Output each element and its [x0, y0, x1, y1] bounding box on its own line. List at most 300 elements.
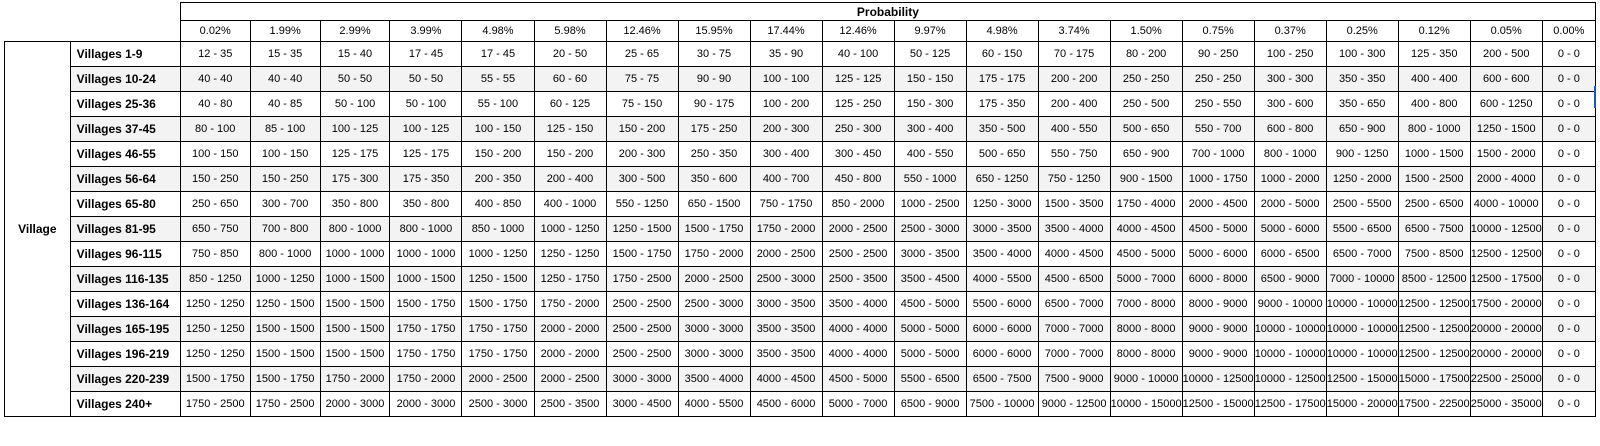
value-cell: 4500 - 6000: [750, 392, 822, 417]
value-cell: 60 - 125: [534, 92, 606, 117]
value-cell: 4500 - 5000: [822, 367, 894, 392]
table-row: [5, 142, 1596, 167]
value-cell: 1500 - 1750: [390, 292, 462, 317]
value-cell: 9000 - 9000: [1182, 317, 1254, 342]
value-cell: 750 - 1250: [1038, 167, 1110, 192]
table-row: [5, 67, 1596, 92]
value-cell: 5000 - 6000: [1254, 217, 1326, 242]
value-cell: 15000 - 20000: [1326, 392, 1398, 417]
value-cell: 7500 - 8500: [1398, 242, 1470, 267]
probability-col-header: 3.74%: [1038, 21, 1110, 42]
value-cell: 0 - 0: [1542, 242, 1595, 267]
value-cell: 60 - 60: [534, 67, 606, 92]
row-label: Villages 220-239: [70, 367, 180, 392]
probability-col-header: 9.97%: [894, 21, 966, 42]
value-cell: 100 - 250: [1254, 42, 1326, 67]
value-cell: 700 - 1000: [1182, 142, 1254, 167]
value-cell: 1500 - 1500: [320, 317, 390, 342]
row-label: Villages 1-9: [70, 42, 180, 67]
value-cell: 55 - 100: [462, 92, 534, 117]
value-cell: 850 - 1250: [180, 267, 250, 292]
value-cell: 1500 - 1500: [250, 342, 320, 367]
value-cell: 2500 - 3500: [822, 267, 894, 292]
value-cell: 10000 - 10000: [1326, 292, 1398, 317]
probability-col-header: 0.25%: [1326, 21, 1398, 42]
value-cell: 1000 - 1500: [1398, 142, 1470, 167]
value-cell: 1750 - 4000: [1110, 192, 1182, 217]
probability-col-header: 1.99%: [250, 21, 320, 42]
value-cell: 55 - 55: [462, 67, 534, 92]
value-cell: 550 - 750: [1038, 142, 1110, 167]
value-cell: 20000 - 20000: [1470, 317, 1542, 342]
value-cell: 1250 - 1500: [606, 217, 678, 242]
value-cell: 125 - 350: [1398, 42, 1470, 67]
value-cell: 750 - 850: [180, 242, 250, 267]
value-cell: 1750 - 1750: [462, 342, 534, 367]
value-cell: 50 - 50: [390, 67, 462, 92]
value-cell: 12500 - 17500: [1470, 267, 1542, 292]
value-cell: 400 - 550: [1038, 117, 1110, 142]
value-cell: 6500 - 9000: [1254, 267, 1326, 292]
value-cell: 5000 - 5000: [894, 342, 966, 367]
value-cell: 12500 - 15000: [1182, 392, 1254, 417]
value-cell: 1500 - 3500: [1038, 192, 1110, 217]
value-cell: 10000 - 10000: [1326, 342, 1398, 367]
value-cell: 1500 - 1750: [250, 367, 320, 392]
value-cell: 100 - 100: [750, 67, 822, 92]
row-label: Villages 37-45: [70, 117, 180, 142]
row-label: Villages 116-135: [70, 267, 180, 292]
value-cell: 0 - 0: [1542, 142, 1595, 167]
value-cell: 12500 - 17500: [1254, 392, 1326, 417]
table-row: [5, 292, 1596, 317]
value-cell: 550 - 1250: [606, 192, 678, 217]
value-cell: 5500 - 6500: [1326, 217, 1398, 242]
value-cell: 3500 - 4000: [822, 292, 894, 317]
value-cell: 90 - 250: [1182, 42, 1254, 67]
probability-col-header: 12.46%: [822, 21, 894, 42]
value-cell: 1000 - 2500: [894, 192, 966, 217]
value-cell: 1000 - 1000: [320, 242, 390, 267]
value-cell: 7000 - 7000: [1038, 317, 1110, 342]
value-cell: 800 - 1000: [1398, 117, 1470, 142]
value-cell: 1000 - 1750: [1182, 167, 1254, 192]
row-label: Villages 136-164: [70, 292, 180, 317]
value-cell: 40 - 80: [180, 92, 250, 117]
value-cell: 600 - 600: [1470, 67, 1542, 92]
value-cell: 2500 - 2500: [606, 342, 678, 367]
value-cell: 1250 - 1500: [250, 292, 320, 317]
value-cell: 500 - 650: [1110, 117, 1182, 142]
value-cell: 2000 - 3000: [390, 392, 462, 417]
value-cell: 850 - 1000: [462, 217, 534, 242]
value-cell: 1500 - 1500: [250, 317, 320, 342]
value-cell: 2500 - 3000: [894, 217, 966, 242]
value-cell: 2000 - 2000: [534, 317, 606, 342]
value-cell: 2000 - 3000: [320, 392, 390, 417]
value-cell: 1500 - 2500: [1398, 167, 1470, 192]
value-cell: 200 - 200: [1038, 67, 1110, 92]
value-cell: 175 - 350: [390, 167, 462, 192]
value-cell: 100 - 200: [750, 92, 822, 117]
value-cell: 150 - 150: [894, 67, 966, 92]
value-cell: 1500 - 1500: [320, 292, 390, 317]
value-cell: 75 - 150: [606, 92, 678, 117]
value-cell: 3500 - 3500: [750, 317, 822, 342]
value-cell: 1750 - 2500: [606, 267, 678, 292]
value-cell: 3500 - 4000: [678, 367, 750, 392]
value-cell: 3000 - 3000: [678, 317, 750, 342]
value-cell: 2000 - 2500: [678, 267, 750, 292]
value-cell: 3500 - 4500: [894, 267, 966, 292]
value-cell: 1000 - 1500: [320, 267, 390, 292]
value-cell: 80 - 100: [180, 117, 250, 142]
table-row: [5, 367, 1596, 392]
value-cell: 1250 - 1250: [180, 317, 250, 342]
value-cell: 5000 - 6000: [1182, 242, 1254, 267]
value-cell: 8000 - 9000: [1182, 292, 1254, 317]
value-cell: 0 - 0: [1542, 317, 1595, 342]
value-cell: 0 - 0: [1542, 117, 1595, 142]
value-cell: 25 - 65: [606, 42, 678, 67]
value-cell: 100 - 150: [462, 117, 534, 142]
probability-col-header: 4.98%: [966, 21, 1038, 42]
value-cell: 1500 - 1750: [678, 217, 750, 242]
row-label: Villages 46-55: [70, 142, 180, 167]
value-cell: 10000 - 12500: [1254, 367, 1326, 392]
value-cell: 6000 - 6000: [966, 342, 1038, 367]
value-cell: 1000 - 2000: [1254, 167, 1326, 192]
value-cell: 100 - 300: [1326, 42, 1398, 67]
value-cell: 22500 - 25000: [1470, 367, 1542, 392]
probability-values-row: [5, 21, 1596, 42]
value-cell: 1250 - 1750: [534, 267, 606, 292]
value-cell: 1500 - 2000: [1470, 142, 1542, 167]
table-row: [5, 317, 1596, 342]
value-cell: 175 - 300: [320, 167, 390, 192]
value-cell: 12500 - 12500: [1398, 342, 1470, 367]
value-cell: 20 - 50: [534, 42, 606, 67]
value-cell: 0 - 0: [1542, 92, 1595, 117]
value-cell: 1250 - 1500: [1470, 117, 1542, 142]
value-cell: 40 - 40: [180, 67, 250, 92]
value-cell: 4000 - 5500: [966, 267, 1038, 292]
value-cell: 1750 - 2500: [250, 392, 320, 417]
value-cell: 2000 - 2000: [534, 342, 606, 367]
value-cell: 2000 - 2500: [462, 367, 534, 392]
probability-col-header: 0.75%: [1182, 21, 1254, 42]
value-cell: 8000 - 8000: [1110, 342, 1182, 367]
value-cell: 150 - 250: [250, 167, 320, 192]
probability-col-header: 2.99%: [320, 21, 390, 42]
value-cell: 300 - 300: [1254, 67, 1326, 92]
value-cell: 2500 - 2500: [606, 317, 678, 342]
value-cell: 70 - 175: [1038, 42, 1110, 67]
value-cell: 2000 - 4000: [1470, 167, 1542, 192]
value-cell: 2000 - 2500: [750, 242, 822, 267]
value-cell: 0 - 0: [1542, 367, 1595, 392]
value-cell: 6500 - 7500: [1398, 217, 1470, 242]
value-cell: 9000 - 12500: [1038, 392, 1110, 417]
value-cell: 5000 - 5000: [894, 317, 966, 342]
value-cell: 8000 - 8000: [1110, 317, 1182, 342]
value-cell: 9000 - 10000: [1254, 292, 1326, 317]
value-cell: 5000 - 7000: [822, 392, 894, 417]
value-cell: 650 - 1250: [966, 167, 1038, 192]
value-cell: 1750 - 2000: [678, 242, 750, 267]
value-cell: 200 - 300: [750, 117, 822, 142]
value-cell: 500 - 650: [966, 142, 1038, 167]
value-cell: 85 - 100: [250, 117, 320, 142]
value-cell: 550 - 1000: [894, 167, 966, 192]
value-cell: 250 - 250: [1110, 67, 1182, 92]
value-cell: 1750 - 2500: [180, 392, 250, 417]
value-cell: 100 - 125: [320, 117, 390, 142]
table-row: [5, 392, 1596, 417]
value-cell: 300 - 400: [750, 142, 822, 167]
value-cell: 10000 - 10000: [1254, 317, 1326, 342]
value-cell: 12 - 35: [180, 42, 250, 67]
value-cell: 400 - 400: [1398, 67, 1470, 92]
value-cell: 7000 - 8000: [1110, 292, 1182, 317]
value-cell: 17 - 45: [462, 42, 534, 67]
table-row: [5, 117, 1596, 142]
value-cell: 2000 - 4500: [1182, 192, 1254, 217]
value-cell: 125 - 150: [534, 117, 606, 142]
value-cell: 12500 - 15000: [1326, 367, 1398, 392]
value-cell: 1750 - 2000: [750, 217, 822, 242]
village-group-label: Village: [5, 42, 71, 417]
value-cell: 250 - 650: [180, 192, 250, 217]
value-cell: 1250 - 1500: [462, 267, 534, 292]
row-label: Villages 10-24: [70, 67, 180, 92]
value-cell: 3000 - 3000: [678, 342, 750, 367]
value-cell: 150 - 200: [462, 142, 534, 167]
value-cell: 0 - 0: [1542, 192, 1595, 217]
value-cell: 3000 - 4500: [606, 392, 678, 417]
value-cell: 175 - 250: [678, 117, 750, 142]
value-cell: 2500 - 2500: [606, 292, 678, 317]
value-cell: 1500 - 1500: [320, 342, 390, 367]
value-cell: 125 - 175: [390, 142, 462, 167]
value-cell: 850 - 2000: [822, 192, 894, 217]
value-cell: 2500 - 5500: [1326, 192, 1398, 217]
value-cell: 10000 - 10000: [1326, 317, 1398, 342]
value-cell: 8500 - 12500: [1398, 267, 1470, 292]
probability-header: Probability: [180, 3, 1595, 21]
value-cell: 650 - 1500: [678, 192, 750, 217]
value-cell: 400 - 800: [1398, 92, 1470, 117]
probability-col-header: 17.44%: [750, 21, 822, 42]
probability-col-header: 1.50%: [1110, 21, 1182, 42]
value-cell: 1250 - 1250: [180, 342, 250, 367]
value-cell: 0 - 0: [1542, 217, 1595, 242]
value-cell: 1000 - 1250: [462, 242, 534, 267]
value-cell: 50 - 100: [320, 92, 390, 117]
value-cell: 2000 - 5000: [1254, 192, 1326, 217]
value-cell: 250 - 550: [1182, 92, 1254, 117]
value-cell: 4500 - 5000: [1182, 217, 1254, 242]
value-cell: 800 - 1000: [390, 217, 462, 242]
value-cell: 50 - 100: [390, 92, 462, 117]
value-cell: 250 - 250: [1182, 67, 1254, 92]
probability-col-header: 4.98%: [462, 21, 534, 42]
value-cell: 250 - 500: [1110, 92, 1182, 117]
probability-col-header: 3.99%: [390, 21, 462, 42]
value-cell: 300 - 600: [1254, 92, 1326, 117]
row-label: Villages 196-219: [70, 342, 180, 367]
value-cell: 12500 - 12500: [1470, 242, 1542, 267]
value-cell: 300 - 400: [894, 117, 966, 142]
value-cell: 10000 - 10000: [1254, 342, 1326, 367]
value-cell: 650 - 750: [180, 217, 250, 242]
value-cell: 200 - 400: [1038, 92, 1110, 117]
value-cell: 750 - 1750: [750, 192, 822, 217]
value-cell: 15 - 35: [250, 42, 320, 67]
value-cell: 75 - 75: [606, 67, 678, 92]
value-cell: 1000 - 1500: [390, 267, 462, 292]
value-cell: 100 - 150: [180, 142, 250, 167]
value-cell: 12500 - 12500: [1398, 292, 1470, 317]
value-cell: 700 - 800: [250, 217, 320, 242]
value-cell: 900 - 1250: [1326, 142, 1398, 167]
value-cell: 1250 - 3000: [966, 192, 1038, 217]
row-label: Villages 25-36: [70, 92, 180, 117]
value-cell: 35 - 90: [750, 42, 822, 67]
value-cell: 350 - 600: [678, 167, 750, 192]
value-cell: 1750 - 2000: [534, 292, 606, 317]
value-cell: 650 - 900: [1326, 117, 1398, 142]
value-cell: 7000 - 10000: [1326, 267, 1398, 292]
value-cell: 6000 - 8000: [1182, 267, 1254, 292]
value-cell: 6000 - 6000: [966, 317, 1038, 342]
probability-col-header: 15.95%: [678, 21, 750, 42]
value-cell: 6500 - 9000: [894, 392, 966, 417]
probability-col-header: 0.05%: [1470, 21, 1542, 42]
value-cell: 175 - 175: [966, 67, 1038, 92]
value-cell: 0 - 0: [1542, 67, 1595, 92]
value-cell: 40 - 85: [250, 92, 320, 117]
value-cell: 550 - 700: [1182, 117, 1254, 142]
value-cell: 125 - 125: [822, 67, 894, 92]
value-cell: 4000 - 4500: [1110, 217, 1182, 242]
value-cell: 1750 - 1750: [390, 342, 462, 367]
value-cell: 450 - 800: [822, 167, 894, 192]
probability-table: [4, 2, 1596, 417]
value-cell: 10000 - 12500: [1182, 367, 1254, 392]
value-cell: 800 - 1000: [1254, 142, 1326, 167]
value-cell: 1500 - 1750: [462, 292, 534, 317]
value-cell: 4500 - 5000: [894, 292, 966, 317]
value-cell: 60 - 150: [966, 42, 1038, 67]
value-cell: 1500 - 1750: [180, 367, 250, 392]
value-cell: 350 - 350: [1326, 67, 1398, 92]
value-cell: 100 - 125: [390, 117, 462, 142]
table-row: [5, 192, 1596, 217]
value-cell: 600 - 800: [1254, 117, 1326, 142]
value-cell: 0 - 0: [1542, 392, 1595, 417]
value-cell: 150 - 300: [894, 92, 966, 117]
value-cell: 3000 - 3500: [894, 242, 966, 267]
value-cell: 125 - 175: [320, 142, 390, 167]
row-label: Villages 56-64: [70, 167, 180, 192]
value-cell: 5500 - 6500: [894, 367, 966, 392]
value-cell: 200 - 400: [534, 167, 606, 192]
cell-cursor-marker: [1594, 86, 1596, 108]
value-cell: 0 - 0: [1542, 342, 1595, 367]
value-cell: 3000 - 3500: [966, 217, 1038, 242]
value-cell: 125 - 250: [822, 92, 894, 117]
value-cell: 40 - 100: [822, 42, 894, 67]
value-cell: 3500 - 4000: [966, 242, 1038, 267]
value-cell: 100 - 150: [250, 142, 320, 167]
value-cell: 2500 - 3500: [534, 392, 606, 417]
value-cell: 800 - 1000: [250, 242, 320, 267]
value-cell: 300 - 500: [606, 167, 678, 192]
table-row: [5, 167, 1596, 192]
value-cell: 600 - 1250: [1470, 92, 1542, 117]
value-cell: 350 - 500: [966, 117, 1038, 142]
value-cell: 25000 - 35000: [1470, 392, 1542, 417]
value-cell: 5500 - 6000: [966, 292, 1038, 317]
value-cell: 4500 - 5000: [1110, 242, 1182, 267]
value-cell: 2000 - 2500: [822, 217, 894, 242]
value-cell: 4000 - 5500: [678, 392, 750, 417]
value-cell: 400 - 550: [894, 142, 966, 167]
table-row: [5, 242, 1596, 267]
value-cell: 1750 - 2000: [390, 367, 462, 392]
value-cell: 2500 - 3000: [462, 392, 534, 417]
value-cell: 90 - 90: [678, 67, 750, 92]
value-cell: 7500 - 9000: [1038, 367, 1110, 392]
value-cell: 400 - 700: [750, 167, 822, 192]
value-cell: 800 - 1000: [320, 217, 390, 242]
probability-col-header: 0.37%: [1254, 21, 1326, 42]
corner-blank-cell: [5, 3, 181, 42]
value-cell: 7500 - 10000: [966, 392, 1038, 417]
value-cell: 20000 - 20000: [1470, 342, 1542, 367]
value-cell: 150 - 200: [606, 117, 678, 142]
value-cell: 17500 - 22500: [1398, 392, 1470, 417]
value-cell: 6500 - 7000: [1326, 242, 1398, 267]
value-cell: 1000 - 1250: [534, 217, 606, 242]
value-cell: 2500 - 2500: [822, 242, 894, 267]
value-cell: 5000 - 7000: [1110, 267, 1182, 292]
probability-col-header: 12.46%: [606, 21, 678, 42]
row-label: Villages 240+: [70, 392, 180, 417]
value-cell: 90 - 175: [678, 92, 750, 117]
value-cell: 200 - 300: [606, 142, 678, 167]
value-cell: 2500 - 6500: [1398, 192, 1470, 217]
value-cell: 350 - 800: [390, 192, 462, 217]
value-cell: 150 - 200: [534, 142, 606, 167]
value-cell: 50 - 125: [894, 42, 966, 67]
value-cell: 4000 - 4500: [750, 367, 822, 392]
value-cell: 650 - 900: [1110, 142, 1182, 167]
table-body: [5, 42, 1596, 417]
value-cell: 300 - 700: [250, 192, 320, 217]
row-label: Villages 81-95: [70, 217, 180, 242]
value-cell: 350 - 650: [1326, 92, 1398, 117]
value-cell: 2500 - 3000: [750, 267, 822, 292]
value-cell: 250 - 300: [822, 117, 894, 142]
value-cell: 0 - 0: [1542, 292, 1595, 317]
value-cell: 150 - 250: [180, 167, 250, 192]
probability-col-header: 5.98%: [534, 21, 606, 42]
row-label: Villages 65-80: [70, 192, 180, 217]
value-cell: 400 - 850: [462, 192, 534, 217]
value-cell: 1250 - 2000: [1326, 167, 1398, 192]
